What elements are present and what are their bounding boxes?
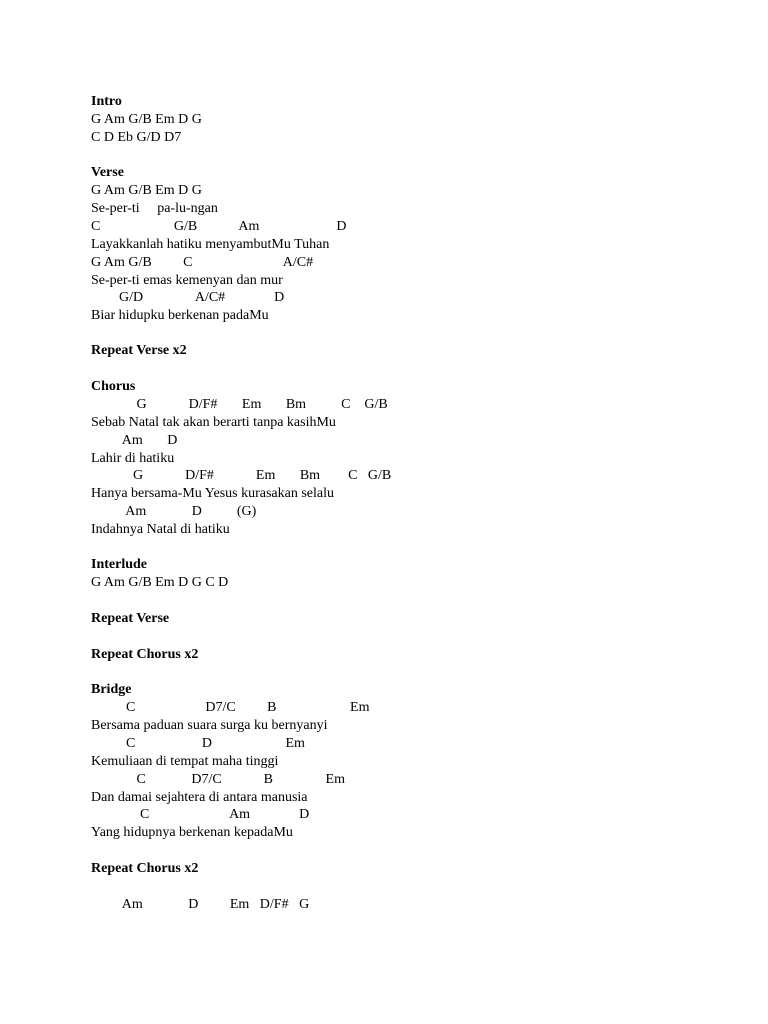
- lyric-line: Biar hidupku berkenan padaMu: [91, 308, 269, 323]
- chord-line: C D Eb G/D D7: [91, 130, 182, 145]
- lyric-line: Indahnya Natal di hatiku: [91, 522, 230, 537]
- section-title-repeat-chorus-x2: Repeat Chorus x2: [91, 647, 199, 662]
- chord-line: C G/B Am D: [91, 219, 347, 234]
- lyric-line: Kemuliaan di tempat maha tinggi: [91, 754, 279, 769]
- lyric-line: Se-per-ti emas kemenyan dan mur: [91, 273, 283, 288]
- chord-line: G Am G/B Em D G C D: [91, 575, 229, 590]
- chord-line: C D Em: [91, 736, 305, 751]
- section-title-bridge: Bridge: [91, 682, 132, 697]
- chord-line: Am D: [91, 433, 178, 448]
- lyric-line: Bersama paduan suara surga ku bernyanyi: [91, 718, 328, 733]
- chord-line: C D7/C B Em: [91, 700, 370, 715]
- chord-line: Am D Em D/F# G: [91, 897, 310, 912]
- lyric-line: Yang hidupnya berkenan kepadaMu: [91, 825, 293, 840]
- section-title-repeat-chorus-x2-final: Repeat Chorus x2: [91, 861, 199, 876]
- chord-line: G Am G/B Em D G: [91, 183, 202, 198]
- chord-line: G Am G/B C A/C#: [91, 255, 314, 270]
- lyric-line: Lahir di hatiku: [91, 451, 175, 466]
- section-title-interlude: Interlude: [91, 557, 147, 572]
- chord-line: G Am G/B Em D G: [91, 112, 202, 127]
- section-title-verse: Verse: [91, 165, 124, 180]
- section-title-repeat-verse-x2: Repeat Verse x2: [91, 343, 187, 358]
- lyric-line: Sebab Natal tak akan berarti tanpa kasihMu: [91, 415, 336, 430]
- lyric-line: Hanya bersama-Mu Yesus kurasakan selalu: [91, 486, 334, 501]
- chord-line: G/D A/C# D: [91, 290, 285, 305]
- chord-line: C Am D: [91, 807, 310, 822]
- lyric-line: Se-per-ti pa-lu-ngan: [91, 201, 218, 216]
- section-title-intro: Intro: [91, 94, 122, 109]
- section-title-repeat-verse: Repeat Verse: [91, 611, 170, 626]
- chord-line: G D/F# Em Bm C G/B: [91, 468, 392, 483]
- chord-line: C D7/C B Em: [91, 772, 345, 787]
- chord-line: G D/F# Em Bm C G/B: [91, 397, 388, 412]
- lyric-line: Layakkanlah hatiku menyambutMu Tuhan: [91, 237, 330, 252]
- section-title-chorus: Chorus: [91, 379, 136, 394]
- lyric-line: Dan damai sejahtera di antara manusia: [91, 790, 308, 805]
- chord-line: Am D (G): [91, 504, 257, 519]
